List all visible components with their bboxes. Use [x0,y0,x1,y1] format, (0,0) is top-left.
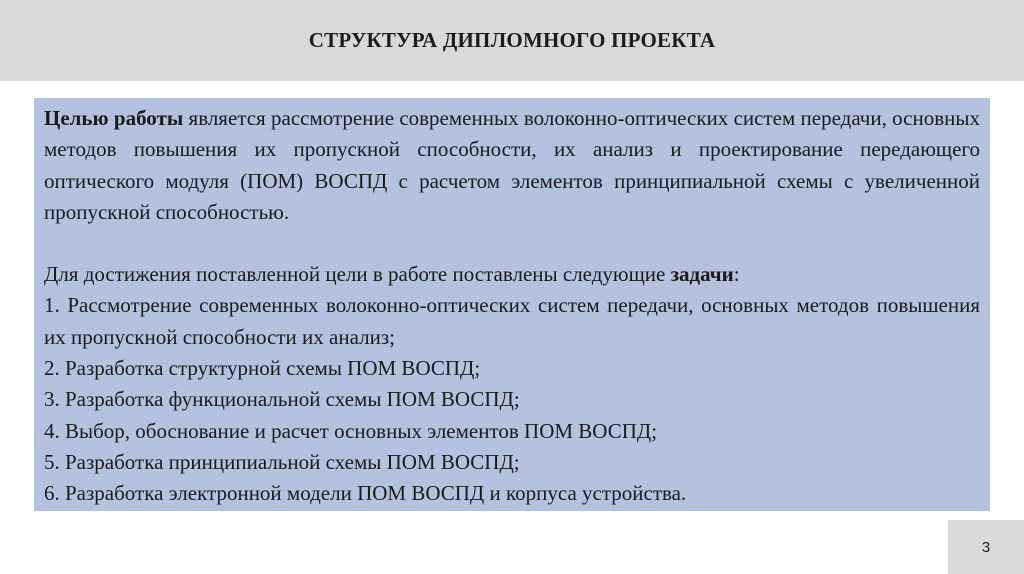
tasks-intro [44,259,980,290]
tasks-intro-text: Для достижения поставленной цели в работе поставлены следующие [44,262,671,287]
task-item-5: 5. Разработка принципиальной схемы ПОМ ВОСПД; [44,449,520,474]
slide-title: СТРУКТУРА ДИПЛОМНОГО ПРОЕКТА [308,28,716,52]
goal-paragraph [44,103,980,228]
goal-label: Целью работы [44,106,184,130]
goal-text: является рассмотрение современных волоконно-оптических систем передачи, основных методов повышения их пропускной способности, их анализ и проектирование передающего оптического модуля (ПОМ) ВОСПД с расчетом элементов принципиальной схемы с увеличенной пропускной способностью. [44,106,980,224]
title-bar [0,0,1024,81]
task-item-3: 3. Разработка функциональной схемы ПОМ ВОСПД; [44,387,520,412]
task-item-6: 6. Разработка электронной модели ПОМ ВОСПД и корпуса устройства. [44,481,687,506]
content-box [34,98,990,511]
task-item-4: 4. Выбор, обоснование и расчет основных элементов ПОМ ВОСПД; [44,418,658,443]
page-number-box [948,520,1024,574]
page-number: 3 [981,538,991,556]
task-item-2: 2. Разработка структурной схемы ПОМ ВОСПД; [44,356,481,381]
tasks-intro-end: : [733,262,740,287]
task-item-1: 1. Рассмотрение современных волоконно-оптических систем передачи, основных методов повышения их пропускной способности их анализ; [44,293,980,349]
paragraph-gap [44,228,980,259]
tasks-intro-bold: задачи [670,262,734,287]
